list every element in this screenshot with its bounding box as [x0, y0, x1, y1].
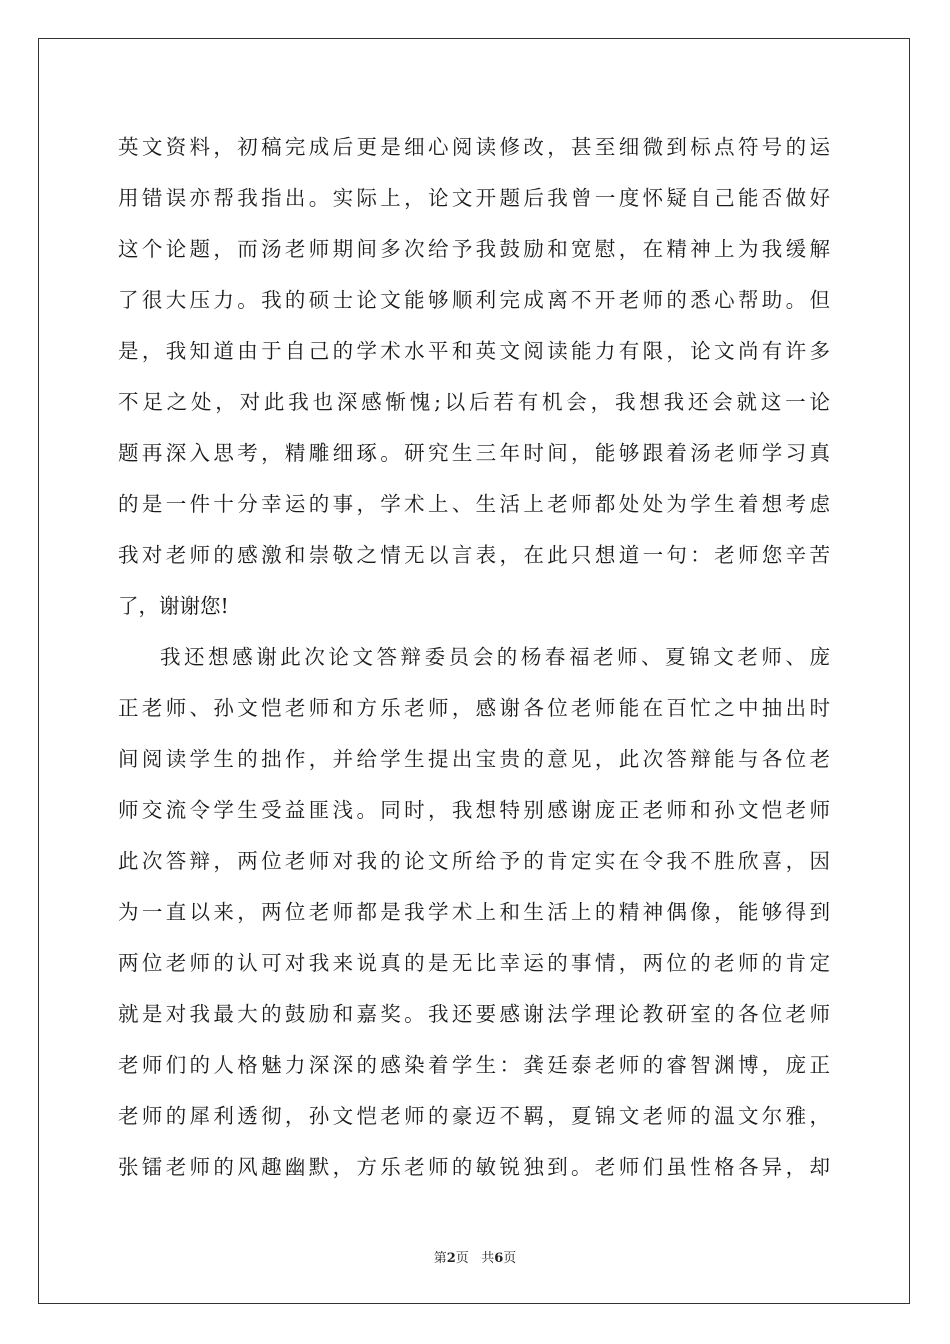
- text-line: 了很大压力。我的硕士论文能够顺利完成离不开老师的悉心帮助。但: [118, 288, 830, 312]
- text-line: 我对老师的感激和崇敬之情无以言表，在此只想道一句：老师您辛苦: [118, 543, 830, 567]
- text-line: 就是对我最大的鼓励和嘉奖。我还要感谢法学理论教研室的各位老师: [118, 1002, 830, 1026]
- text-line: 两位老师的认可对我来说真的是无比幸运的事情，两位的老师的肯定: [118, 951, 830, 975]
- footer-total-suffix: 页: [503, 1251, 517, 1266]
- total-page-count: 6: [494, 1251, 504, 1266]
- text-line: 老师的犀利透彻，孙文恺老师的豪迈不羁，夏锦文老师的温文尔雅，: [118, 1104, 830, 1128]
- footer-page-suffix: 页: [455, 1251, 469, 1266]
- text-line: 间阅读学生的拙作，并给学生提出宝贵的意见，此次答辩能与各位老: [118, 747, 830, 771]
- current-page-number: 2: [446, 1251, 456, 1266]
- text-line: 是，我知道由于自己的学术水平和英文阅读能力有限，论文尚有许多: [118, 339, 830, 363]
- text-line: 的是一件十分幸运的事，学术上、生活上老师都处处为学生着想考虑: [118, 492, 830, 516]
- document-body: [118, 122, 830, 1193]
- text-line: 题再深入思考，精雕细琢。研究生三年时间，能够跟着汤老师学习真: [118, 441, 830, 465]
- text-line: 用错误亦帮我指出。实际上，论文开题后我曾一度怀疑自己能否做好: [118, 186, 830, 210]
- page-footer: [0, 1247, 950, 1266]
- text-line: 这个论题，而汤老师期间多次给予我鼓励和宽慰，在精神上为我缓解: [118, 237, 830, 261]
- paragraph-first-line: 我还想感谢此次论文答辩委员会的杨春福老师、夏锦文老师、庞: [160, 645, 830, 669]
- text-line: 了，谢谢您!: [118, 594, 229, 618]
- text-line: 英文资料，初稿完成后更是细心阅读修改，甚至细微到标点符号的运: [118, 135, 830, 159]
- text-line: 师交流令学生受益匪浅。同时，我想特别感谢庞正老师和孙文恺老师: [118, 798, 830, 822]
- footer-prefix: 第: [433, 1251, 447, 1266]
- text-line: 正老师、孙文恺老师和方乐老师，感谢各位老师能在百忙之中抽出时: [118, 696, 830, 720]
- text-line: 此次答辩，两位老师对我的论文所给予的肯定实在令我不胜欣喜，因: [118, 849, 830, 873]
- footer-total-prefix: 共: [481, 1251, 495, 1266]
- text-line: 不足之处，对此我也深感惭愧;以后若有机会，我想我还会就这一论: [118, 390, 830, 414]
- text-line: 张镭老师的风趣幽默，方乐老师的敏锐独到。老师们虽性格各异，却: [118, 1155, 830, 1179]
- text-line: 为一直以来，两位老师都是我学术上和生活上的精神偶像，能够得到: [118, 900, 830, 924]
- text-line: 老师们的人格魅力深深的感染着学生：龚廷泰老师的睿智渊博，庞正: [118, 1053, 830, 1077]
